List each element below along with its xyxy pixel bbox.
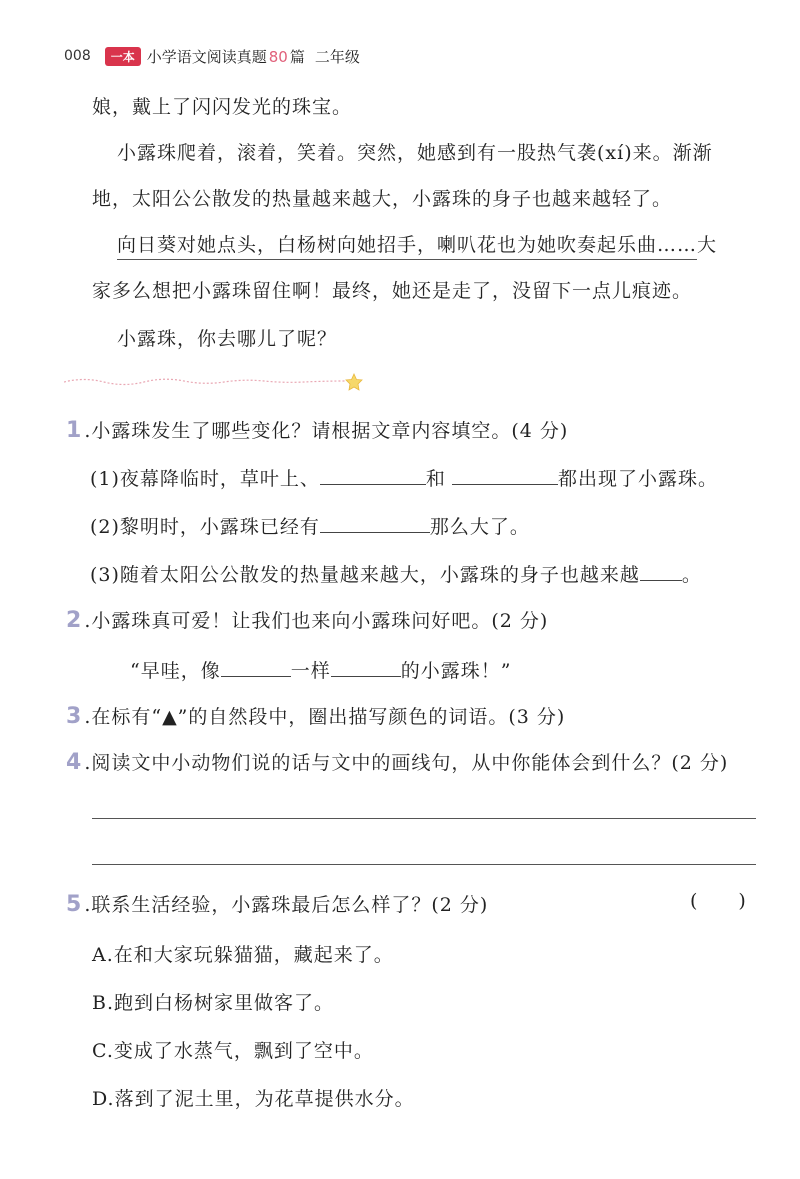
fill-blank[interactable]	[331, 658, 401, 677]
option-d: D.落到了泥土里，为花草提供水分。	[92, 1088, 415, 1110]
q1-sub-3: (3)随着太阳公公散发的热量越来越大，小露珠的身子也越来越 。	[90, 564, 702, 586]
underlined-sentence: 向日葵对她点头，白杨树向她招手，喇叭花也为她吹奏起乐曲……	[117, 234, 697, 260]
option-c: C.变成了水蒸气，飘到了空中。	[92, 1040, 374, 1062]
passage-line: 向日葵对她点头，白杨树向她招手，喇叭花也为她吹奏起乐曲……大	[117, 230, 717, 257]
passage-line: 娘，戴上了闪闪发光的珠宝。	[92, 96, 353, 118]
question-1: 1 .小露珠发生了哪些变化？请根据文章内容填空。(4 分)	[66, 418, 569, 443]
page-header	[64, 44, 360, 68]
passage-line: 地，太阳公公散发的热量越来越大，小露珠的身子也越来越轻了。	[92, 188, 673, 210]
grade-label: 二年级	[314, 47, 360, 66]
page-number: 008	[64, 48, 91, 64]
star-icon	[346, 374, 362, 390]
passage-line: 小露珠爬着，滚着，笑着。突然，她感到有一股热气袭(xí)来。渐渐	[117, 142, 713, 164]
passage-line: 小露珠，你去哪儿了呢？	[117, 328, 338, 350]
question-number: 5	[66, 892, 83, 917]
question-3: 3 .在标有“▲”的自然段中，圈出描写颜色的词语。(3 分)	[66, 704, 566, 729]
question-2: 2 .小露珠真可爱！让我们也来向小露珠问好吧。(2 分)	[66, 608, 549, 633]
answer-parentheses[interactable]: ( )	[690, 890, 747, 912]
fill-blank[interactable]	[320, 466, 426, 485]
q1-sub-2: (2)黎明时，小露珠已经有 那么大了。	[90, 516, 530, 538]
answer-line[interactable]	[92, 864, 756, 865]
brand-logo: 一本	[105, 47, 141, 66]
decorative-divider	[64, 372, 364, 392]
question-number: 2	[66, 608, 83, 633]
question-4: 4 .阅读文中小动物们说的话与文中的画线句，从中你能体会到什么？(2 分)	[66, 750, 729, 775]
q1-sub-1: (1)夜幕降临时，草叶上、 和 都出现了小露珠。	[90, 468, 718, 490]
answer-line[interactable]	[92, 818, 756, 819]
passage-line: 家多么想把小露珠留住啊！最终，她还是走了，没留下一点儿痕迹。	[92, 280, 693, 302]
fill-blank[interactable]	[640, 562, 682, 581]
fill-blank[interactable]	[221, 658, 291, 677]
option-b: B.跑到白杨树家里做客了。	[92, 992, 335, 1014]
question-number: 3	[66, 704, 83, 729]
fill-blank[interactable]	[452, 466, 558, 485]
book-series-title: 小学语文阅读真题 80 篇	[146, 47, 305, 66]
fill-blank[interactable]	[320, 514, 430, 533]
question-number: 4	[66, 750, 83, 775]
q2-greeting: “早哇，像 一样 的小露珠！”	[130, 660, 512, 682]
question-number: 1	[66, 418, 83, 443]
option-a: A.在和大家玩躲猫猫，藏起来了。	[92, 944, 394, 966]
question-5: 5 .联系生活经验，小露珠最后怎么样了？(2 分)	[66, 892, 489, 917]
